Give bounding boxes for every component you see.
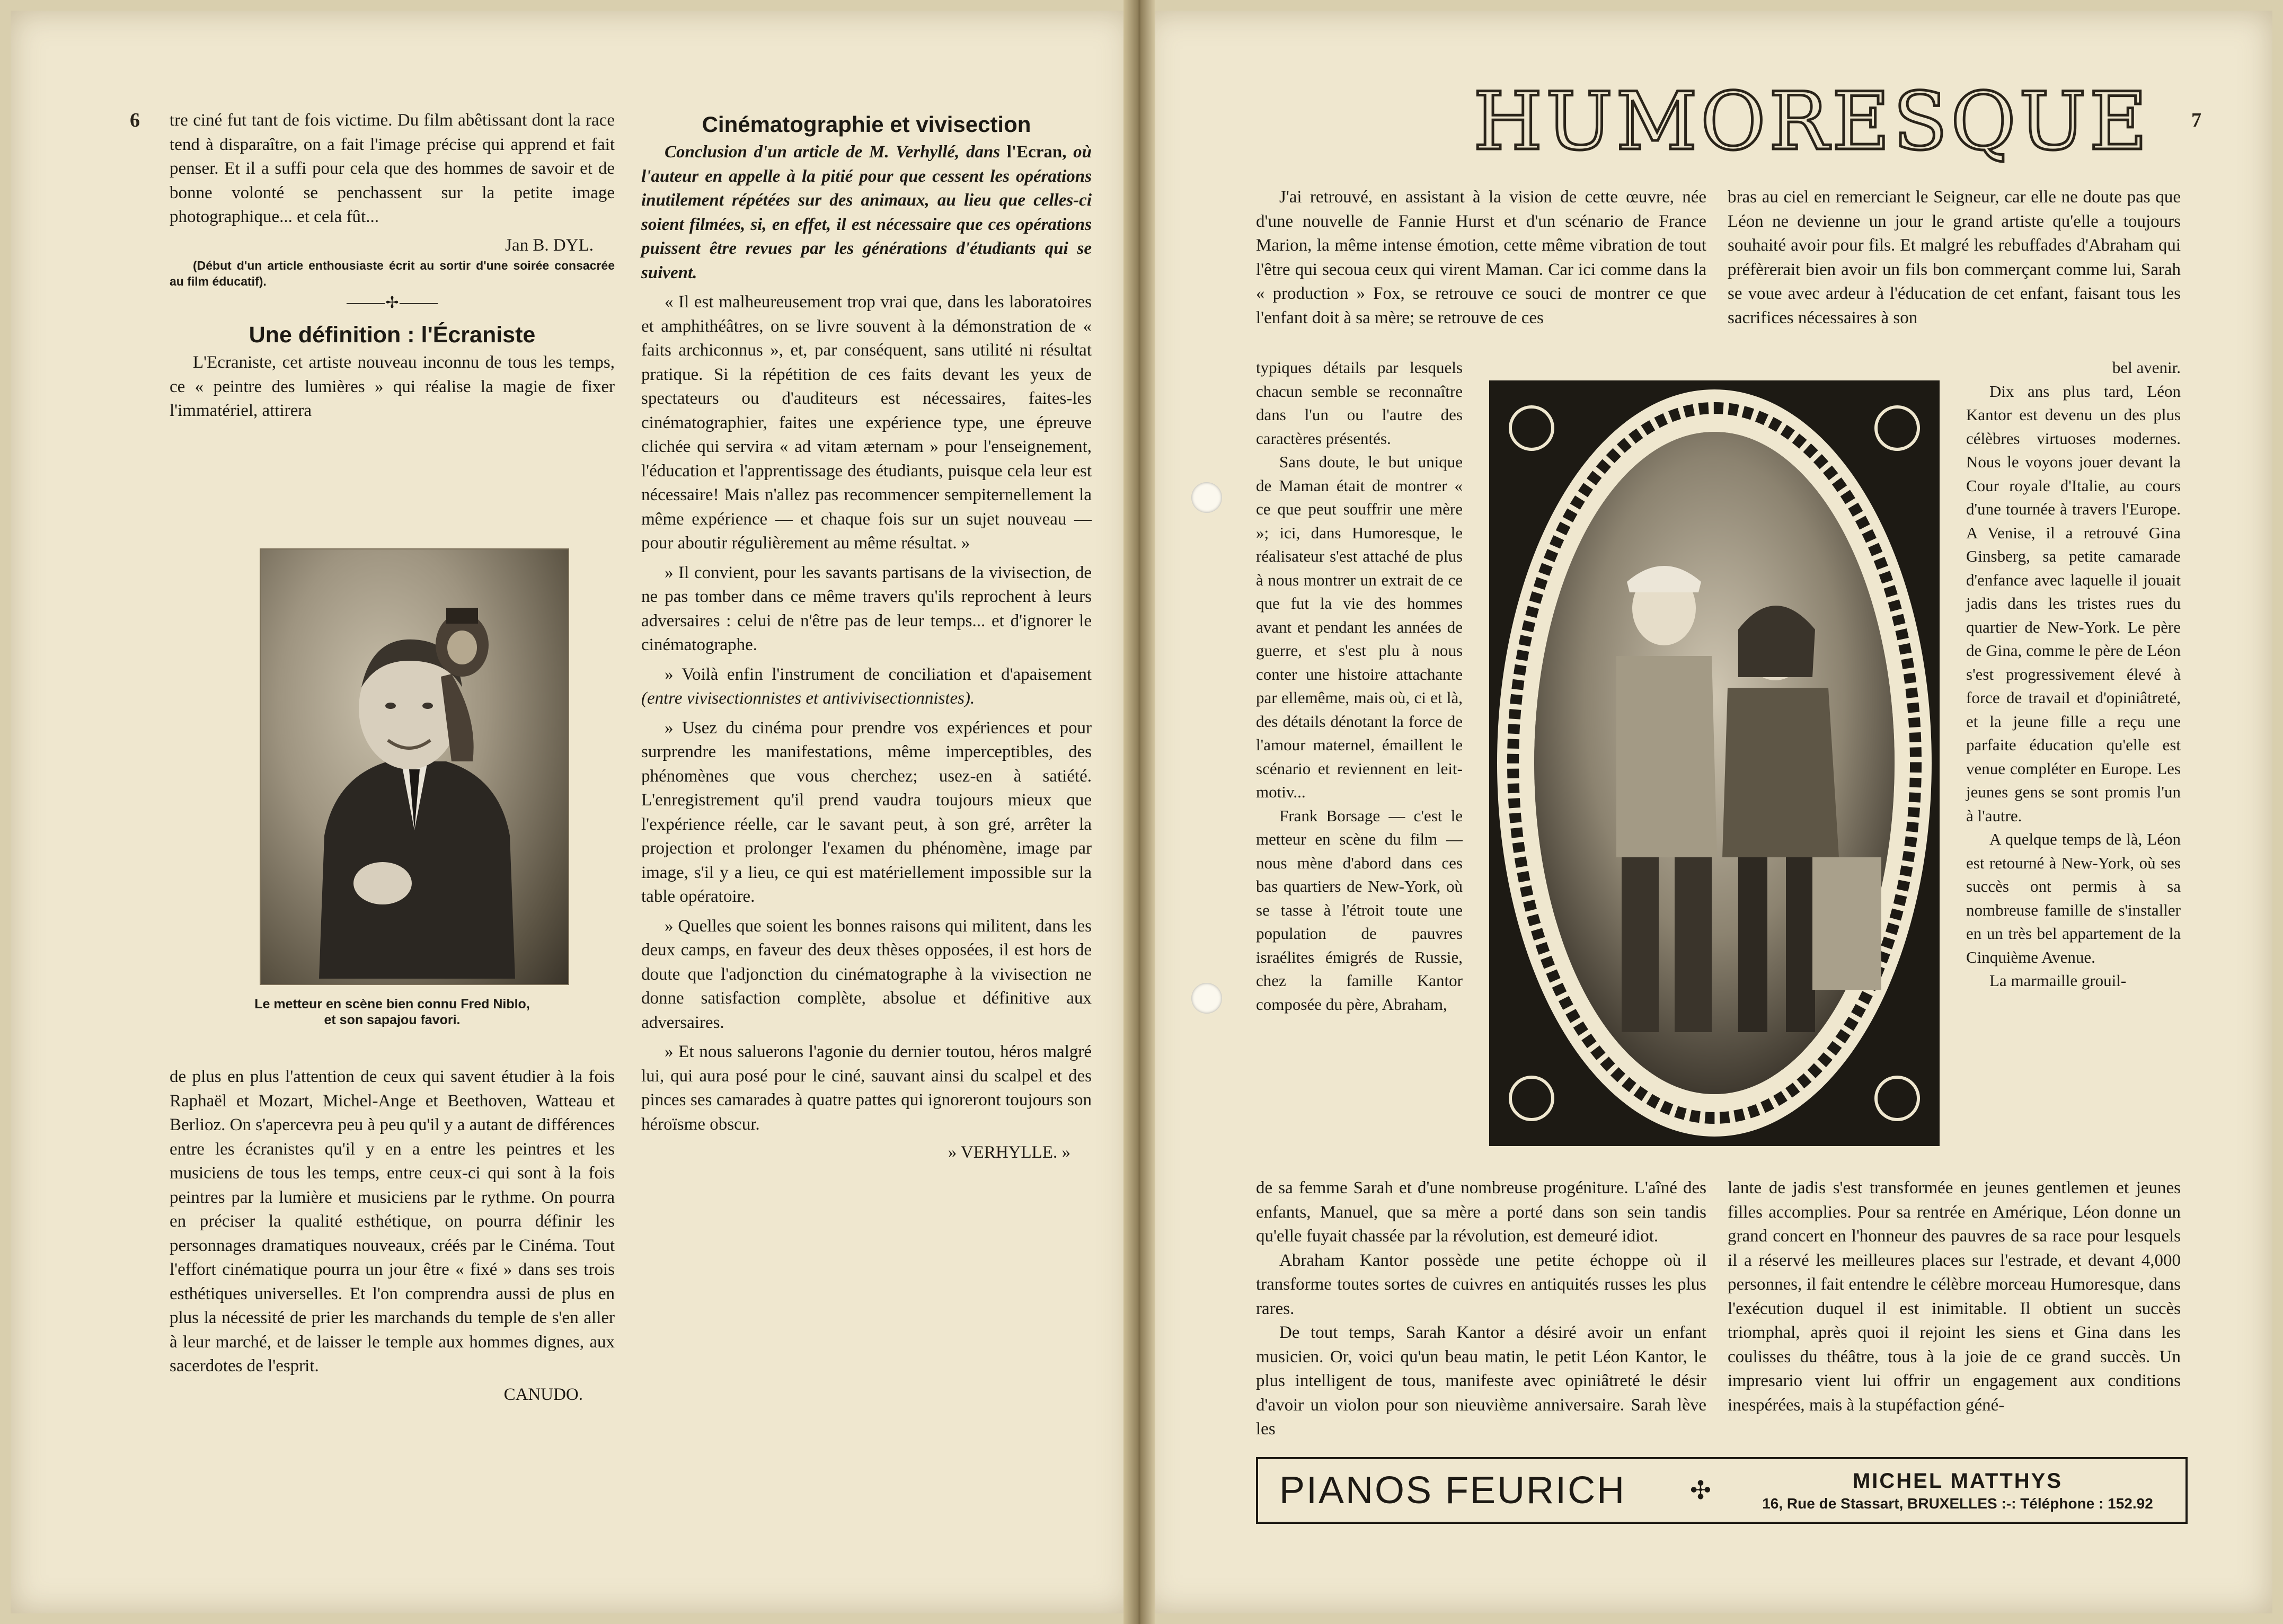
humoresque-family: de sa femme Sarah et d'une nombreuse progéniture. L'aîné des enfants, Manuel, que sa mère a porté dans son sein tandis qu'elle fuyait chassée par la révolution, est demeuré idiot. <box>1256 1178 1706 1246</box>
humoresque-intro: J'ai retrouvé, en assistant à la vision de cette œuvre, née d'une nouvelle de Fannie Hurst et d'un scénario de France Marion, la même intense émotion, cette même vibration de tout l'être qui secoua ceux qui virent Maman. Car ici comme dans la « production » Fox, se retrouve ce souci de montrer ce que l'enfant doit à sa mère; se retrouve de ces <box>1256 188 1706 327</box>
man-with-monkey-illustration <box>303 587 526 979</box>
section-signature: CANUDO. <box>503 1385 583 1404</box>
binding-gutter <box>1123 0 1155 1624</box>
humoresque-director: Frank Borsage — c'est le metteur en scène du film — nous mène d'abord dans ces bas quartiers de New-York, où se tasse à l'étroit toute une population de pauvres israélites émigrés de Russie, chez la famille Kantor composée du père, Abraham, <box>1256 806 1463 1014</box>
humoresque-shop: Abraham Kantor possède une petite échoppe où il transforme toutes sortes de cuivres en antiquités russes les plus rares. <box>1256 1250 1706 1318</box>
flower-ornament-icon: ✣ <box>1689 1477 1712 1505</box>
punch-hole-top <box>1191 482 1222 513</box>
right-column-2-bottom <box>1728 1176 2181 1417</box>
vivisection-paragraph-5: » Quelles que soient les bonnes raisons qui militent, dans les deux camps, en faveur des deux thèses opposées, il est hors de doute que l'adjonction du cinématographe à la vivisection ne donne satisfaction complète, absolue et définitive aux adversaires. <box>641 916 1092 1032</box>
piano-advertisement <box>1256 1457 2188 1524</box>
humoresque-marmaille: La marmaille grouil- <box>1989 971 2127 990</box>
paragraph-3-text: » Voilà enfin l'instrument de conciliation et d'apaisement <box>665 664 1092 684</box>
vivisection-signature: » VERHYLLE. » <box>948 1143 1070 1162</box>
right-column-1-top <box>1256 185 1706 330</box>
humoresque-ten-years: Dix ans plus tard, Léon Kantor est devenu un des plus célèbres virtuoses modernes. Nous le voyons jouer devant la Cour royale d'Italie, au cours d'une tournée à travers l'Europe. A Venise, il a retrouvé Gina Ginsberg, sa petite camarade d'enfance avec laquelle il jouait jadis dans les tristes rues du quartier de New-York. Le père de Gina, comme le père de Léon s'est progressivement élevé à force de travail et d'opiniâtreté, et la jeune fille a reçu une parfaite éducation qu'elle est venue compléter en Europe. Les jeunes gens se sont promis l'un à l'autre. <box>1966 381 2181 825</box>
paragraph-3-italic: (entre vivisectionnistes et antivivisectionnistes). <box>641 689 975 708</box>
photo-caption-line-1: Le metteur en scène bien connu Fred Niblo, <box>254 997 530 1011</box>
humoresque-violin: De tout temps, Sarah Kantor a désiré avoir un enfant musicien. Or, voici qu'un beau matin, le petit Léon Kantor, le plus intelligent de tous, manifeste avec opiniâtreté le désir d'avoir un violon pour son nieuvième anniversaire. Sarah lève les <box>1256 1323 1706 1439</box>
vivisection-title: Cinématographie et vivisection <box>702 112 1031 137</box>
ad-merchant-name: MICHEL MATTHYS <box>1852 1469 2063 1493</box>
humoresque-concert: lante de jadis s'est transformée en jeunes gentlemen et jeunes filles accomplies. Pour sa rentrée en Amérique, Léon donne un grand concert en l'honneur des pauvres de sa race pour lesquels il a réservé les meilleures places sur l'estrade, et devant 4,000 personnes, il fait entendre le célèbre morceau Humoresque, dans l'exécution duquel il est inimitable. Il obtient un succès triomphal, après quoi il rejoint les siens et Gina dans les coulisses du théâtre, tous à la joie de ce grand succès. Un impresario vient lui offrir un engagement aux conditions inespérées, mais à la stupéfaction géné- <box>1728 1178 2181 1415</box>
vivisection-paragraph-1: « Il est malheureusement trop vrai que, dans les laboratoires et amphithéâtres, on se livre souvent à la démonstration de « faits archiconnus », et, par conséquent, sans utilité ni résultat pratique. Si la répétition de ces faits devant les yeux de spectateurs ou d'auditeurs est nécessaires, faites-les cinématographier, faites une expérience type, une épreuve clichée qui servira « ad vitam æternam » pour l'enseignement, l'éducation et l'apprentissage des étudiants, puisque cela leur est nécessaire! Mais n'allez pas recommencer sempiternellement la même expérience — et chaque fois sur un sujet nouveau — pour aboutir régulièrement au même résultat. » <box>641 292 1092 553</box>
lead-part-2: l'Ecran, <box>1006 143 1067 162</box>
section-title: Une définition : l'Écraniste <box>249 322 536 348</box>
right-column-2-narrow <box>1966 356 2181 993</box>
lead-part-3: où l'auteur en appelle à la pitié pour que cessent les opérations inutilement répétées sur des animaux, au lieu que celles-ci soient filmées, si, en effet, il est nécessaire que ces opérations puissent être revues par les générations d'étudiants qui se suivent. <box>641 143 1092 282</box>
punch-hole-bottom <box>1191 983 1222 1014</box>
section-paragraph-2: de plus en plus l'attention de ceux qui savent étudier à la fois Raphaël et Mozart, Michel-Ange et Beethoven, Watteau et Berlioz. On s'apercevra peu à peu qu'il y a autant de différences entre les écranistes qu'il y en a entre les peintres et les musiciens de tous les temps, entre ceux-ci qui sont à la fois peintres par la lumière et musiciens par le rythme. On pourra en préciser la qualité esthétique, on pourra définir les personnages dramatiques nouveaux, créés par le Cinéma. Tout l'effort cinématique pourra un jour être « fixé » dans ses trois esthétiques universelles. Et l'on comprendra aussi de plus en plus la nécessité de prier les marchands du temple de s'en aller à leur marché, et de laisser le temple aux hommes dignes, aux sacerdotes de l'esprit. <box>170 1067 615 1375</box>
intro-note: (Début d'un article enthousiaste écrit au sortir d'une soirée consacrée au film éducatif). <box>170 259 615 288</box>
humoresque-details: typiques détails par lesquels chacun semble se reconnaître dans l'un ou l'autre des caractères présentés. <box>1256 358 1463 448</box>
humoresque-sarah: bras au ciel en remerciant le Seigneur, car elle ne doute pas que Léon ne devienne un jour le grand artiste qu'elle a toujours souhaité avoir pour fils. Et malgré les rebuffades d'Abraham qui préfèrerait bien avoir un fils bon commerçant comme lui, Sarah se voue avec ardeur à l'éducation de cet enfant, faisant tous les sacrifices nécessaires à son <box>1728 188 2181 327</box>
humoresque-title: HUMORESQUE <box>1473 76 2151 168</box>
photo-fred-niblo <box>260 548 569 985</box>
ad-address: 16, Rue de Stassart, BRUXELLES :-: Téléphone : 152.92 <box>1762 1495 2153 1512</box>
humoresque-photo-frame <box>1489 380 1940 1146</box>
humoresque-bel-avenir: bel avenir. <box>2112 358 2181 377</box>
right-column-1-narrow <box>1256 356 1463 1016</box>
ad-contact <box>1730 1469 2185 1512</box>
vivisection-paragraph-6: » Et nous saluerons l'agonie du dernier toutou, héros malgré lui, qui aura posé pour le ciné, sauvant ainsi du scalpel et des pinces ses camarades à quatre pattes qui ignoreront toujours son héroïsme obscur. <box>641 1042 1092 1134</box>
section-paragraph-1: L'Ecraniste, cet artiste nouveau inconnu de tous les temps, ce « peintre des lumières » qui réalise la magie de fixer l'immatériel, attirera <box>170 353 615 420</box>
lead-part-1: Conclusion d'un article de M. Verhyllé, dans <box>665 143 1001 162</box>
intro-text: tre ciné fut tant de fois victime. Du film abêtissant dont la race tend à disparaître, on a fait l'image précise qui apprend et fait penser. Et il a suffi pour cela que des hommes de savoir et de bonne volonté se penchassent sur la petite image photographique... et cela fût... <box>170 111 615 226</box>
left-column-2 <box>641 109 1092 1165</box>
right-column-1-bottom <box>1256 1176 1706 1442</box>
page-number-right: 7 <box>2191 109 2201 131</box>
ad-brand: PIANOS FEURICH <box>1279 1469 1626 1512</box>
left-column-1-continued <box>170 1065 615 1407</box>
right-column-2-top <box>1728 185 2181 330</box>
photo-caption-block <box>170 996 615 1028</box>
intro-signature: Jan B. DYL. <box>505 235 594 255</box>
humoresque-new-york: A quelque temps de là, Léon est retourné à New-York, où ses succès ont permis à sa nombreuse famille de s'installer en un très bel appartement de la Cinquième Avenue. <box>1966 830 2181 966</box>
humoresque-purpose: Sans doute, le but unique de Maman était de montrer « ce que peut souffrir une mère »; ici, dans Humoresque, le réalisateur s'est attaché de plus à nous montrer un extrait de ce que fut la vie des hommes avant et pendant les années de guerre, et s'est plu à nous conter une histoire attachante par ellemême, mais où, ci et là, des détails dénotant la force de l'amour maternel, émaillent le scénario et reviennent en leit-motiv... <box>1256 452 1463 801</box>
photo-caption-line-2: et son sapajou favori. <box>324 1013 461 1027</box>
vivisection-paragraph-4: » Usez du cinéma pour prendre vos expériences et pour surprendre les manifestations, même imperceptibles, des phénomènes que vous cherchez; usez-en à satiété. L'enregistrement qu'il prend vaudra toujours mieux que l'expérience réelle, car le savant peut, à son gré, arrêter la projection et prolonger l'examen du phénomène, image par image, s'il y a lieu, ce qui est matériellement impossible sur la table opératoire. <box>641 718 1092 906</box>
left-column-1 <box>170 109 615 423</box>
vivisection-lead <box>641 140 1092 285</box>
vivisection-paragraph-2: » Il convient, pour les savants partisans de la vivisection, de ne pas tomber dans ce même travers qu'ils reprochent à leurs adversaires : celui de n'être pas de leur temps... et d'ignorer le cinématographe. <box>641 563 1092 654</box>
page-number-left: 6 <box>130 109 140 131</box>
separator-ornament: ⸻✢⸻ <box>346 294 439 312</box>
vivisection-paragraph-3 <box>641 663 1092 711</box>
